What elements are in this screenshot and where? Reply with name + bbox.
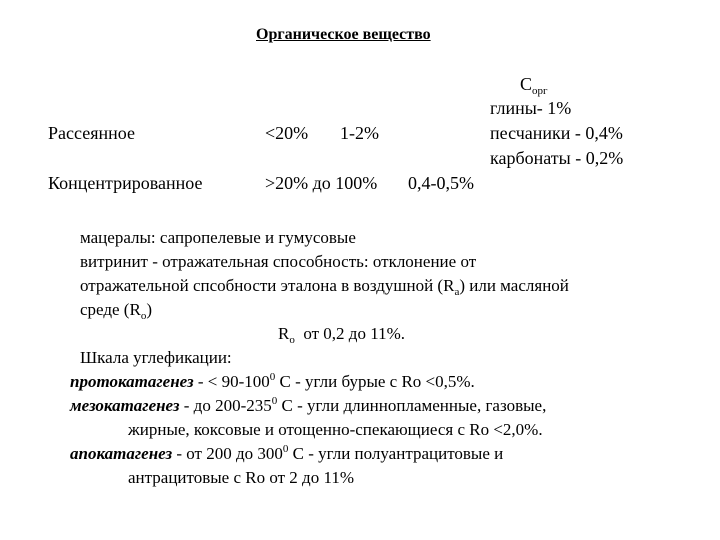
page-title: Органическое вещество	[256, 26, 431, 43]
medium-line: среде $(R_o)$	[80, 300, 152, 322]
ro-range-line: $R_o$ от 0,2 до 11%.	[278, 324, 405, 346]
apocatagenesis-line: апокатагенез - от 200 до $300^0$ C - угли полуантрацитовые и	[70, 443, 504, 463]
vitrinite-line: витринит - отражательная способность: отклонение от	[80, 252, 477, 271]
row-concentrated-range: 0,4-0,5%	[408, 173, 474, 193]
row-concentrated-label: Концентрированное	[48, 173, 203, 193]
protocatagenesis-line: протокатагенез - < $90-100^0$ C - угли бурые с Ro <0,5%.	[70, 371, 475, 391]
reflectance-line: отражательной спсобности эталона в воздушной $(R_a)$ или масляной	[80, 276, 569, 298]
corg-label	[520, 74, 548, 95]
row-dispersed-label: Рассеянное	[48, 123, 135, 143]
corg-symbol: C	[520, 74, 533, 94]
corg-subscript: орг	[532, 85, 548, 97]
row-concentrated-percent: >20% до 100%	[265, 173, 378, 193]
corg-sandstones: песчаники - 0,4%	[490, 123, 623, 143]
row-dispersed-range: 1-2%	[340, 123, 379, 143]
corg-clays: глины- 1%	[490, 98, 572, 118]
row-dispersed-percent: <20%	[265, 123, 309, 143]
protocatagenesis-term: протокатагенез	[70, 372, 194, 391]
apocatagenesis-term: апокатагенез	[70, 444, 173, 463]
mesocatagenesis-line: мезокатагенез - до $200-235^0$ C - угли длиннопламенные, газовые,	[70, 395, 547, 415]
scale-heading: Шкала углефикации:	[80, 348, 232, 367]
macerals-line: мацералы: сапропелевые и гумусовые	[80, 228, 356, 247]
apocatagenesis-continuation: антрацитовые с Ro от 2 до 11%	[128, 468, 354, 487]
corg-carbonates: карбонаты - 0,2%	[490, 148, 624, 168]
mesocatagenesis-continuation: жирные, коксовые и отощенно-спекающиеся с Ro <2,0%.	[128, 420, 543, 439]
mesocatagenesis-term: мезокатагенез	[70, 396, 180, 415]
